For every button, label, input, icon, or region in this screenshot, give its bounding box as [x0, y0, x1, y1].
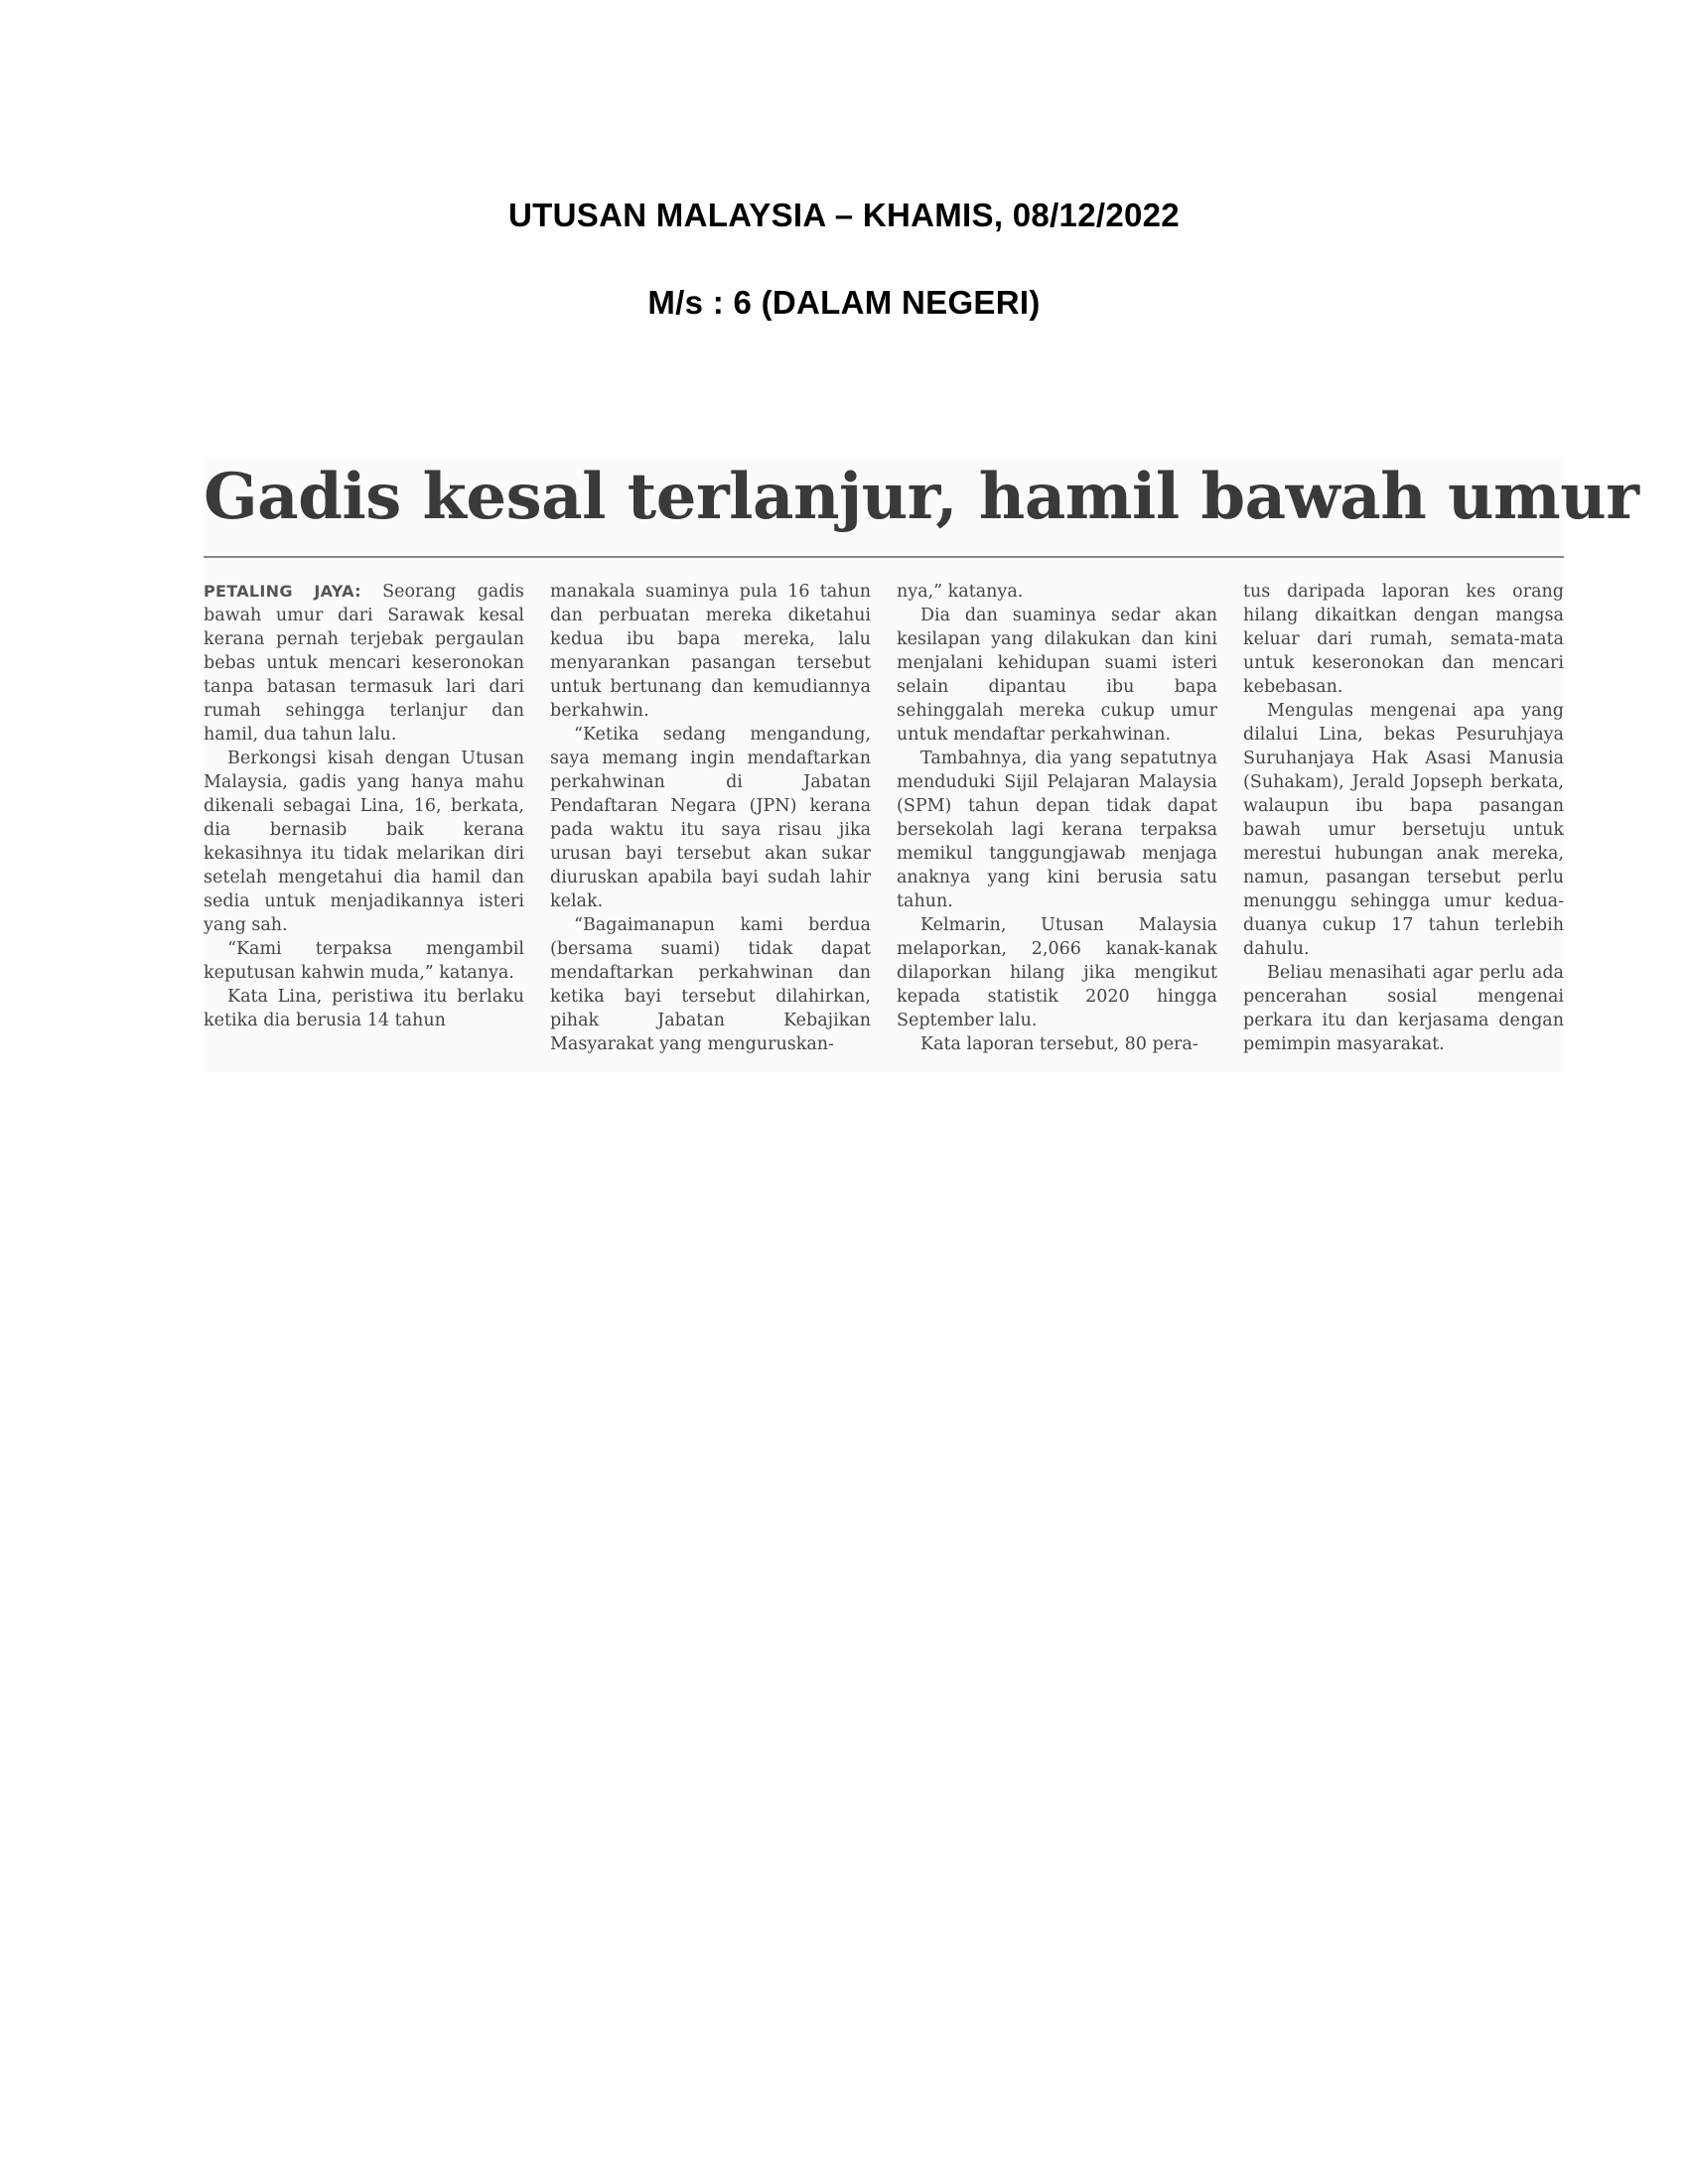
article-column-4 — [1243, 580, 1564, 1056]
page-section-header: M/s : 6 (DALAM NEGERI) — [647, 284, 1041, 321]
article-column-2 — [550, 580, 871, 1056]
article-dateline: PETALING JAYA: — [204, 582, 361, 601]
article-paragraph: Kata Lina, peristiwa itu berlaku ketika dia berusia 14 tahun — [204, 987, 524, 1030]
article-paragraph: “Ketika sedang mengandung, saya memang ingin mendaftarkan perkahwinan di Jabatan Pendaftaran Negara (JPN) kerana pada waktu itu saya risau jika urusan bayi tersebut akan sukar diuruskan apabila bayi sudah lahir kelak. — [550, 725, 871, 911]
article-column-1 — [204, 580, 524, 1056]
article-paragraph: Beliau menasihati agar perlu ada pencerahan sosial mengenai perkara itu dan kerjasama dengan pemimpin masyarakat. — [1243, 963, 1564, 1054]
article-paragraph: “Kami terpaksa mengambil keputusan kahwin muda,” katanya. — [204, 939, 524, 983]
newspaper-clipping — [204, 457, 1639, 1072]
article-body — [204, 580, 1564, 1056]
article-paragraph: manakala suaminya pula 16 tahun dan perbuatan mereka diketahui kedua ibu bapa mereka, lalu menyarankan pasangan tersebut untuk bertunang dan kemudiannya berkahwin. — [550, 582, 871, 721]
article-paragraph: Berkongsi kisah dengan Utusan Malaysia, gadis yang hanya mahu dikenali sebagai Lina, 16, berkata, dia bernasib baik kerana kekasihnya itu tidak melarikan diri setelah mengetahui dia hamil dan sedia untuk menjadikannya isteri yang sah. — [204, 749, 524, 935]
article-paragraph: “Bagaimanapun kami berdua (bersama suami) tidak dapat mendaftarkan perkahwinan dan ketika bayi tersebut dilahirkan, pihak Jabatan Kebajikan Masyarakat yang menguruskan- — [550, 915, 871, 1054]
article-paragraph: Dia dan suaminya sedar akan kesilapan yang dilakukan dan kini menjalani kehidupan suami isteri selain dipantau ibu bapa sehinggalah mereka cukup umur untuk mendaftar perkahwinan. — [897, 606, 1217, 745]
article-paragraph: Tambahnya, dia yang sepatutnya menduduki Sijil Pelajaran Malaysia (SPM) tahun depan tidak dapat bersekolah lagi kerana terpaksa memikul tanggungjawab menjaga anaknya yang kini berusia satu tahun. — [897, 749, 1217, 911]
article-paragraph: Kata laporan tersebut, 80 pera- — [920, 1034, 1198, 1054]
article-paragraph: Mengulas mengenai apa yang dilalui Lina, bekas Pesuruhjaya Suruhanjaya Hak Asasi Manusia (Suhakam), Jerald Jopseph berkata, walaupun ibu bapa pasangan bawah umur bersetuju untuk merestui hubungan anak mereka, namun, pasangan tersebut perlu menunggu sehingga umur kedua-duanya cukup 17 tahun terlebih dahulu. — [1243, 701, 1564, 959]
article-paragraph: Kelmarin, Utusan Malaysia melaporkan, 2,066 kanak-kanak dilaporkan hilang jika mengikut kepada statistik 2020 hingga September lalu. — [897, 915, 1217, 1030]
article-column-3 — [897, 580, 1217, 1056]
publication-date-header: UTUSAN MALAYSIA – KHAMIS, 08/12/2022 — [508, 197, 1180, 233]
article-paragraph — [204, 580, 524, 747]
paragraph-text: Seorang gadis bawah umur dari Sarawak kesal kerana pernah terjebak pergaulan bebas untuk mencari keseronokan tanpa batasan termasuk lari dari rumah sehingga terlanjur dan hamil, dua tahun lalu. — [204, 582, 524, 745]
headline-rule — [204, 556, 1564, 558]
article-headline: Gadis kesal terlanjur, hamil bawah umur — [204, 460, 1639, 534]
article-paragraph: tus daripada laporan kes orang hilang dikaitkan dengan mangsa keluar dari rumah, semata-mata untuk keseronokan dan mencari kebebasan. — [1243, 582, 1564, 697]
article-paragraph: nya,” katanya. — [897, 582, 1024, 602]
